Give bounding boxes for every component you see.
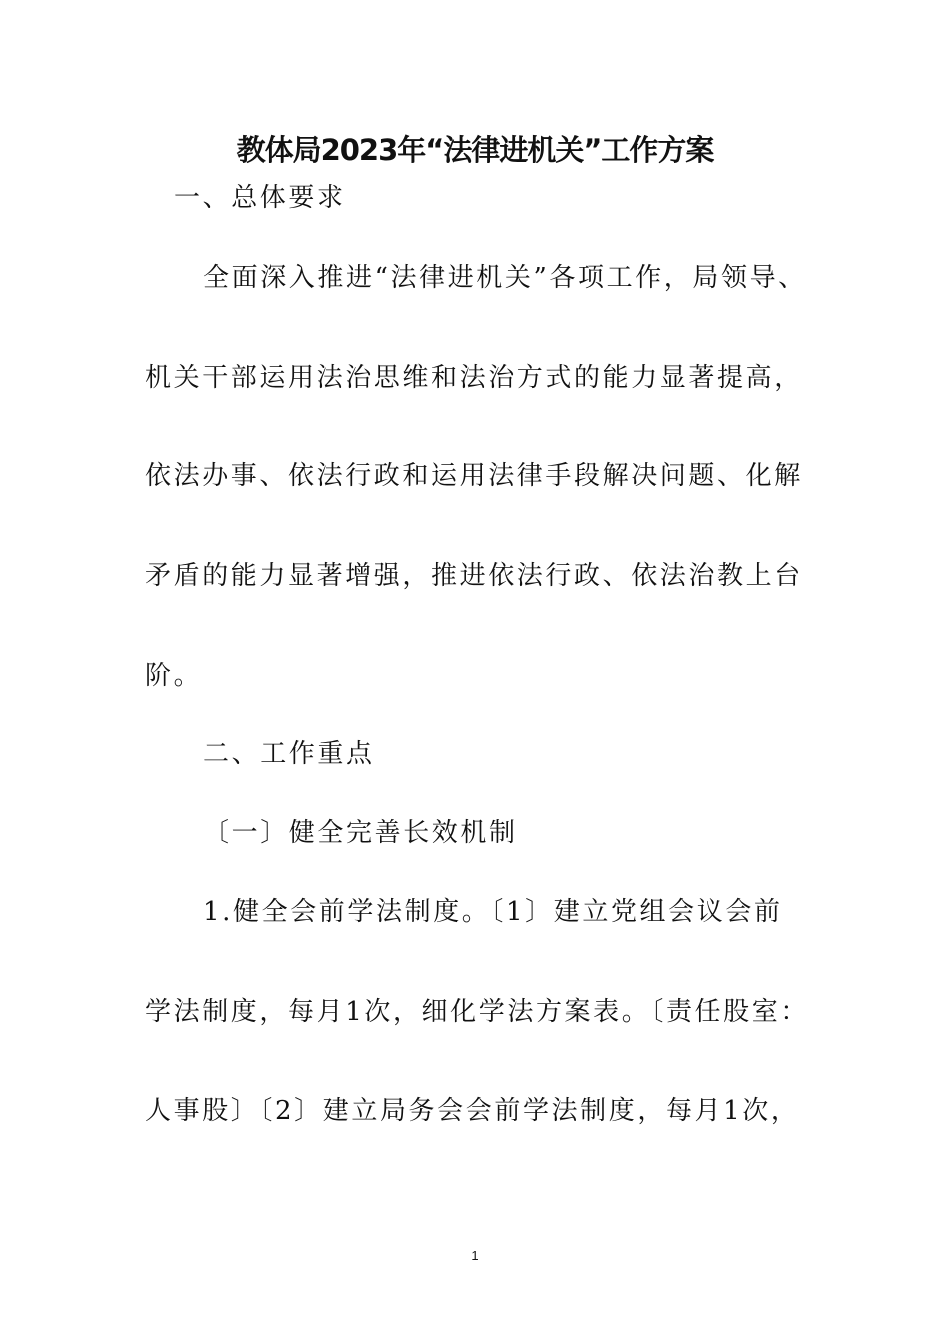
paragraph-line: 依法办事、依法行政和运用法律手段解决问题、化解	[145, 461, 803, 491]
paragraph-line: 机关干部运用法治思维和法治方式的能力显著提高，	[145, 363, 803, 393]
paragraph-line: 1.健全会前学法制度。〔1〕建立党组会议会前	[203, 897, 783, 927]
subsection-heading: 〔一〕健全完善长效机制	[203, 818, 518, 848]
page-number: 1	[471, 1248, 479, 1263]
paragraph-line: 学法制度，每月1次，细化学法方案表。〔责任股室：	[145, 997, 809, 1027]
paragraph-line: 人事股〕〔2〕建立局务会会前学法制度，每月1次，	[145, 1096, 800, 1126]
document-title: 教体局2023年“法律进机关”工作方案	[236, 133, 714, 167]
section-heading-general-requirements: 一、总体要求	[174, 183, 346, 213]
paragraph-line: 矛盾的能力显著增强，推进依法行政、依法治教上台	[145, 561, 803, 591]
paragraph-line: 全面深入推进“法律进机关”各项工作，局领导、	[203, 263, 807, 293]
paragraph-line: 阶。	[145, 661, 203, 691]
section-heading-work-focus: 二、工作重点	[203, 739, 375, 769]
